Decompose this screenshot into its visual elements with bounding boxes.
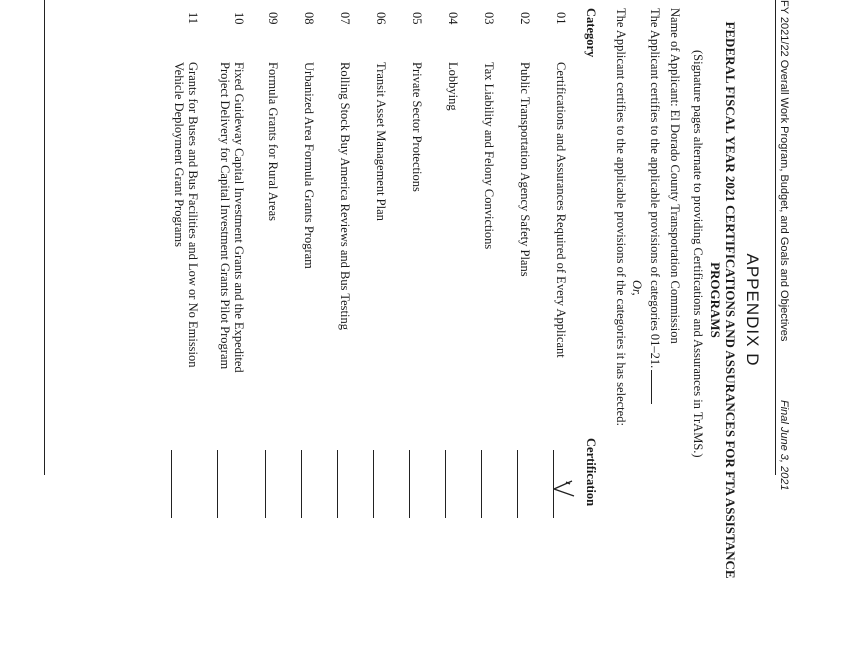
header-date: Final June 3, 2021 xyxy=(778,400,790,491)
header-title: FY 2021/22 Overall Work Program, Budget, and Goals and Objectives xyxy=(778,0,790,342)
checkmark-icon xyxy=(550,478,576,500)
category-label-line: Private Sector Protections xyxy=(410,62,424,192)
certification-blank[interactable] xyxy=(171,450,172,518)
category-label-line: Grants for Buses and Bus Facilities and Low or No Emission xyxy=(186,62,200,368)
category-label xyxy=(302,62,316,269)
certifies-all-blank xyxy=(651,370,652,404)
category-label xyxy=(266,62,280,221)
category-label-line: Tax Liability and Felony Convictions xyxy=(482,62,496,250)
certification-blank[interactable] xyxy=(481,450,482,518)
category-label xyxy=(410,62,424,192)
certification-blank[interactable] xyxy=(445,450,446,518)
certification-blank[interactable] xyxy=(373,450,374,518)
category-label-line: Public Transportation Agency Safety Plans xyxy=(518,62,532,277)
subtitle: (Signature pages alternate to providing Certifications and Assurances in TrAMS.) xyxy=(691,50,705,458)
certification-blank[interactable] xyxy=(301,450,302,518)
category-number: 04 xyxy=(446,12,460,25)
certification-blank[interactable] xyxy=(337,450,338,518)
category-number: 03 xyxy=(482,12,496,25)
category-label xyxy=(446,62,460,111)
certifies-all-text: The Applicant certifies to the applicable provisions of categories 01–21. xyxy=(648,8,662,369)
category-label xyxy=(518,62,532,277)
category-label xyxy=(218,62,246,373)
category-label-line: Formula Grants for Rural Areas xyxy=(266,62,280,221)
category-label xyxy=(172,62,200,368)
category-column-header: Category xyxy=(584,8,598,58)
category-label-line: Urbanized Area Formula Grants Program xyxy=(302,62,316,269)
category-label-line: Transit Asset Management Plan xyxy=(374,62,388,221)
certifies-all-line xyxy=(647,8,662,404)
footer-rule xyxy=(44,0,45,475)
or-text: Or, xyxy=(630,280,644,296)
category-label-line: Fixed Guideway Capital Investment Grants and the Expedited xyxy=(232,62,246,373)
category-label xyxy=(482,62,496,249)
category-label-line: Rolling Stock Buy America Reviews and Bus Testing xyxy=(338,62,352,330)
certification-blank[interactable] xyxy=(517,450,518,518)
category-label-line: Certifications and Assurances Required of Every Applicant xyxy=(554,62,568,358)
category-number: 08 xyxy=(302,12,316,25)
main-title: FEDERAL FISCAL YEAR 2021 CERTIFICATIONS AND ASSURANCES FOR FTA ASSISTANCE PROGRAMS xyxy=(708,21,738,579)
category-number: 02 xyxy=(518,12,532,25)
appendix-title: APPENDIX D xyxy=(743,253,762,367)
certifies-selected-line: The Applicant certifies to the applicable provisions of the categories it has selected: xyxy=(614,8,628,426)
category-label xyxy=(554,62,568,358)
category-number: 09 xyxy=(266,12,280,25)
certification-blank[interactable] xyxy=(409,450,410,518)
category-label-line: Lobbying xyxy=(446,62,460,111)
category-label xyxy=(338,62,352,330)
category-number: 07 xyxy=(338,12,352,25)
header-rule xyxy=(775,0,776,475)
category-number: 11 xyxy=(186,12,200,25)
certification-blank[interactable] xyxy=(217,450,218,518)
category-number: 05 xyxy=(410,12,424,25)
category-label-line: Vehicle Deployment Grant Programs xyxy=(172,62,186,248)
category-number: 06 xyxy=(374,12,388,25)
category-number: 01 xyxy=(554,12,568,25)
certification-column-header: Certification xyxy=(584,438,598,507)
category-label-line: Project Delivery for Capital Investment Grants Pilot Program xyxy=(218,62,232,370)
category-number: 10 xyxy=(232,12,246,25)
certification-blank[interactable] xyxy=(265,450,266,518)
applicant-name-line: Name of Applicant: El Dorado County Transportation Commission xyxy=(668,8,682,344)
category-label xyxy=(374,62,388,221)
